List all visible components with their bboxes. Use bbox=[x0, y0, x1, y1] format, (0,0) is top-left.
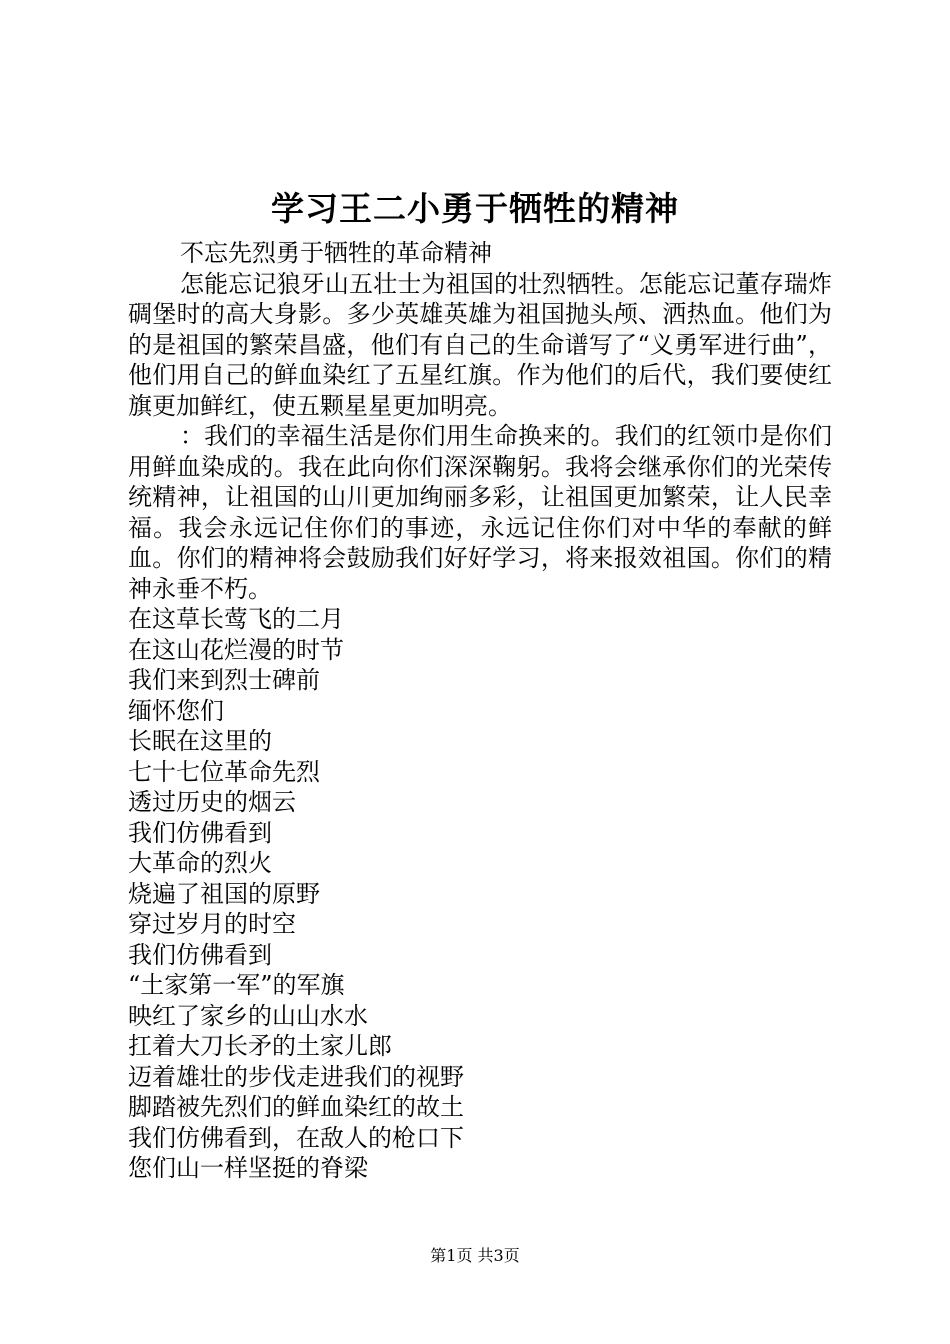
poem-line: 烧遍了祖国的原野 bbox=[128, 879, 320, 908]
poem-line: 在这草长莺飞的二月 bbox=[128, 605, 344, 633]
poem-line: 脚踏被先烈们的鲜血染红的故土 bbox=[128, 1093, 464, 1121]
poem-line: 我们仿佛看到，在敌人的枪口下 bbox=[128, 1123, 464, 1152]
poem-line: 缅怀您们 bbox=[128, 696, 224, 725]
document-body bbox=[128, 238, 832, 1184]
poem bbox=[128, 604, 832, 1184]
poem-line: 我们仿佛看到 bbox=[128, 940, 272, 969]
poem-line: 穿过岁月的时空 bbox=[128, 910, 296, 938]
page-number-footer: 第1页 共3页 bbox=[430, 1246, 520, 1265]
poem-line: 扛着大刀长矛的土家儿郎 bbox=[128, 1032, 392, 1060]
poem-line: 映红了家乡的山山水水 bbox=[128, 1001, 368, 1030]
poem-line: 透过历史的烟云 bbox=[128, 788, 296, 816]
poem-line: 您们山一样坚挺的脊梁 bbox=[128, 1154, 368, 1182]
poem-line: 七十七位革命先烈 bbox=[128, 757, 320, 786]
poem-line: “土家第一军”的军旗 bbox=[128, 971, 345, 999]
poem-line: 我们来到烈士碑前 bbox=[128, 666, 320, 694]
poem-line: 在这山花烂漫的时节 bbox=[128, 635, 344, 664]
document-title: 学习王二小勇于牺牲的精神 bbox=[271, 189, 679, 228]
paragraph-subtitle: 不忘先烈勇于牺牲的革命精神 bbox=[180, 239, 492, 267]
poem-line: 长眠在这里的 bbox=[128, 727, 272, 755]
paragraph-tribute: ：我们的幸福生活是你们用生命换来的。我们的红领巾是你们用鲜血染成的。我在此向你们深深鞠躬。我将会继承你们的光荣传统精神，让祖国的山川更加绚丽多彩，让祖国更加繁荣，让人民幸福。我会永远记住你们的事迹，永远记住你们对中华的奉献的鲜血。你们的精神将会鼓励我们好好学习，将来报效祖国。你们的精神永垂不朽。 bbox=[128, 422, 832, 603]
poem-line: 我们仿佛看到 bbox=[128, 818, 272, 847]
poem-line: 迈着雄壮的步伐走进我们的视野 bbox=[128, 1062, 464, 1091]
poem-line: 大革命的烈火 bbox=[128, 849, 272, 877]
paragraph-heroes: 怎能忘记狼牙山五壮士为祖国的壮烈牺牲。怎能忘记董存瑞炸碉堡时的高大身影。多少英雄英雄为祖国抛头颅、洒热血。他们为的是祖国的繁荣昌盛，他们有自己的生命谱写了“义勇军进行曲”，他们用自己的鲜血染红了五星红旗。作为他们的后代，我们要使红旗更加鲜红，使五颗星星更加明亮。 bbox=[128, 269, 832, 420]
